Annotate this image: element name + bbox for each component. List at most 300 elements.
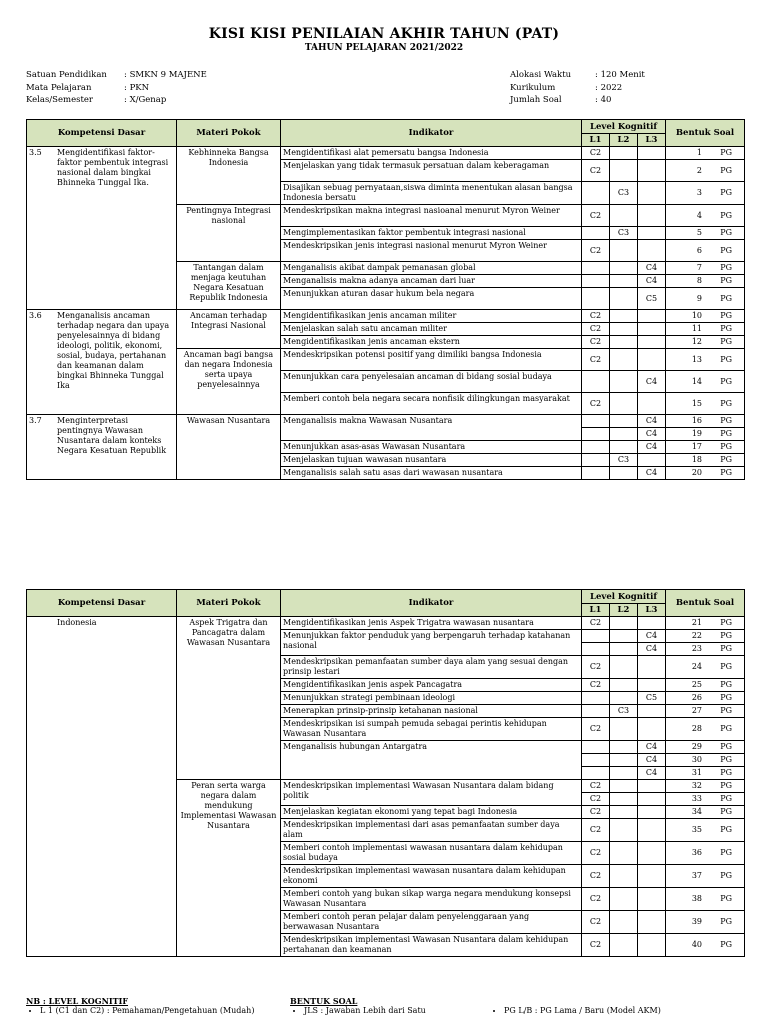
kd-text: Menginterpretasi pentingnya Wawasan Nusantara dalam konteks Negara Kesatuan Republik	[57, 416, 167, 455]
indikator-cell: Menunjukkan aturan dasar hukum bela negara	[281, 288, 582, 310]
soal-number: 36	[691, 848, 703, 857]
level-l3-cell: C4	[638, 371, 666, 393]
header-bentuk: Bentuk Soal	[666, 590, 745, 617]
header-l2: L2	[610, 604, 638, 617]
kd-cell	[27, 617, 177, 957]
soal-number: 27	[691, 706, 703, 715]
bentuk-cell	[666, 160, 745, 182]
level-l1-cell: C2	[582, 934, 610, 957]
level-l3-cell	[638, 323, 666, 336]
level-l1-cell: C2	[582, 865, 610, 888]
soal-number: 3	[696, 188, 703, 197]
soal-number: 37	[691, 871, 703, 880]
level-l2-cell	[610, 888, 638, 911]
indikator-cell: Menjelaskan yang tidak termasuk persatuan dalam keberagaman	[281, 160, 582, 182]
indikator-cell: Menganalisis hubungan Antargatra	[281, 741, 582, 780]
level-l2-cell	[610, 310, 638, 323]
soal-number: 32	[691, 781, 703, 790]
level-l3-cell	[638, 679, 666, 692]
soal-number: 35	[691, 825, 703, 834]
bentuk-cell	[666, 934, 745, 957]
header-ind: Indikator	[281, 120, 582, 147]
indikator-cell: Menganalisis makna Wawasan Nusantara	[281, 415, 582, 441]
meta-value: : X/Genap	[124, 95, 167, 105]
soal-number: 20	[691, 468, 703, 477]
indikator-cell: Menjelaskan salah satu ancaman militer	[281, 323, 582, 336]
soal-number: 26	[691, 693, 703, 702]
indikator-cell: Memberi contoh peran pelajar dalam penyelenggaraan yang berwawasan Nusantara	[281, 911, 582, 934]
level-l1-cell: C2	[582, 336, 610, 349]
indikator-cell: Memberi contoh yang bukan sikap warga negara mendukung konsepsi Wawasan Nusantara	[281, 888, 582, 911]
level-l2-cell	[610, 617, 638, 630]
level-l3-cell: C4	[638, 428, 666, 441]
bentuk-cell	[666, 467, 745, 480]
level-l3-cell: C4	[638, 441, 666, 454]
indikator-cell: Menerapkan prinsip-prinsip ketahanan nasional	[281, 705, 582, 718]
level-l3-cell	[638, 227, 666, 240]
level-l1-cell	[582, 441, 610, 454]
soal-type: PG	[720, 228, 733, 237]
bentuk-cell	[666, 205, 745, 227]
soal-type: PG	[720, 794, 733, 803]
level-l2-cell	[610, 371, 638, 393]
legend-level-item: • L 1 (C1 dan C2) : Pemahaman/Pengetahuan (Mudah)	[40, 1006, 254, 1016]
level-l1-cell	[582, 275, 610, 288]
level-l3-cell	[638, 393, 666, 415]
table-row	[27, 147, 745, 160]
legend-level-title: NB : LEVEL KOGNITIF	[26, 996, 129, 1006]
bentuk-cell	[666, 617, 745, 630]
document-title: KISI KISI PENILAIAN AKHIR TAHUN (PAT)	[208, 26, 560, 42]
level-l1-cell: C2	[582, 656, 610, 679]
level-l3-cell	[638, 819, 666, 842]
indikator-cell: Mengimplementasikan faktor pembentuk integrasi nasional	[281, 227, 582, 240]
level-l2-cell	[610, 630, 638, 643]
level-l3-cell	[638, 865, 666, 888]
bentuk-cell	[666, 679, 745, 692]
soal-number: 4	[696, 210, 703, 220]
indikator-cell: Mendeskripsikan potensi positif yang dimiliki bangsa Indonesia	[281, 349, 582, 371]
meta-label: Satuan Pendidikan	[26, 70, 107, 80]
header-level: Level Kognitif	[582, 590, 666, 604]
level-l1-cell	[582, 754, 610, 767]
soal-number: 39	[691, 917, 703, 926]
soal-number: 2	[696, 165, 703, 175]
bentuk-cell	[666, 767, 745, 780]
soal-number: 33	[691, 794, 703, 803]
soal-number: 30	[691, 755, 703, 764]
header-bentuk: Bentuk Soal	[666, 120, 745, 147]
legend-bentuk-item: • JLS : Jawaban Lebih dari Satu	[304, 1006, 426, 1016]
level-l2-cell	[610, 349, 638, 371]
soal-number: 23	[691, 644, 703, 653]
level-l3-cell: C4	[638, 415, 666, 428]
soal-type: PG	[720, 311, 733, 320]
indikator-cell: Menjelaskan kegiatan ekonomi yang tepat bagi Indonesia	[281, 806, 582, 819]
bentuk-cell	[666, 323, 745, 336]
indikator-cell: Menunjukkan cara penyelesaian ancaman di bidang sosial budaya	[281, 371, 582, 393]
level-l2-cell	[610, 679, 638, 692]
soal-type: PG	[720, 148, 733, 157]
soal-type: PG	[720, 940, 733, 949]
level-l3-cell: C4	[638, 275, 666, 288]
bentuk-cell	[666, 888, 745, 911]
soal-number: 40	[691, 940, 703, 949]
indikator-cell: Menganalisis salah satu asas dari wawasan nusantara	[281, 467, 582, 480]
level-l2-cell	[610, 754, 638, 767]
level-l1-cell	[582, 705, 610, 718]
level-l1-cell: C2	[582, 240, 610, 262]
level-l3-cell	[638, 780, 666, 793]
legend-level	[26, 996, 254, 1016]
kd-number: 3.5	[29, 148, 42, 157]
meta-label: Kelas/Semester	[26, 95, 93, 105]
soal-type: PG	[720, 468, 733, 477]
soal-number: 8	[696, 276, 703, 285]
level-l2-cell	[610, 428, 638, 441]
level-l2-cell	[610, 911, 638, 934]
soal-number: 28	[691, 724, 703, 733]
header-kd: Kompetensi Dasar	[27, 590, 177, 617]
level-l2-cell	[610, 806, 638, 819]
level-l1-cell: C2	[582, 617, 610, 630]
header-mp: Materi Pokok	[177, 120, 281, 147]
level-l1-cell	[582, 428, 610, 441]
level-l1-cell: C2	[582, 310, 610, 323]
meta-right	[510, 69, 645, 107]
meta-label: Mata Pelajaran	[26, 82, 92, 93]
level-l1-cell	[582, 741, 610, 754]
level-l2-cell	[610, 275, 638, 288]
level-l3-cell	[638, 454, 666, 467]
header-kd: Kompetensi Dasar	[27, 120, 177, 147]
level-l2-cell: C3	[610, 227, 638, 240]
soal-number: 14	[691, 376, 703, 386]
soal-number: 6	[696, 245, 703, 255]
indikator-cell: Mendeskripsikan makna integrasi nasioanal menurut Myron Weiner	[281, 205, 582, 227]
level-l3-cell	[638, 336, 666, 349]
level-l2-cell	[610, 240, 638, 262]
soal-type: PG	[720, 245, 733, 255]
bentuk-cell	[666, 441, 745, 454]
soal-type: PG	[720, 825, 733, 834]
indikator-cell: Menunjukkan faktor penduduk yang berpengaruh terhadap katahanan nasional	[281, 630, 582, 656]
soal-type: PG	[720, 416, 733, 425]
level-l3-cell: C4	[638, 467, 666, 480]
indikator-cell: Mendeskripsikan implementasi dari asas pemanfaatan sumber daya alam	[281, 819, 582, 842]
soal-number: 9	[696, 293, 703, 303]
soal-type: PG	[720, 742, 733, 751]
level-l1-cell	[582, 371, 610, 393]
level-l3-cell	[638, 240, 666, 262]
bentuk-cell	[666, 227, 745, 240]
soal-number: 29	[691, 742, 703, 751]
kd-cell	[27, 147, 177, 310]
level-l2-cell	[610, 643, 638, 656]
level-l3-cell	[638, 934, 666, 957]
mp-cell: Tantangan dalam menjaga keutuhan Negara Kesatuan Republik Indonesia	[177, 262, 281, 310]
soal-number: 5	[696, 228, 703, 237]
soal-type: PG	[720, 807, 733, 816]
level-l3-cell: C5	[638, 692, 666, 705]
level-l1-cell	[582, 767, 610, 780]
level-l1-cell: C2	[582, 679, 610, 692]
level-l2-cell: C3	[610, 182, 638, 205]
level-l1-cell: C2	[582, 393, 610, 415]
soal-type: PG	[720, 398, 733, 408]
level-l3-cell	[638, 806, 666, 819]
header-l1: L1	[582, 134, 610, 147]
level-l1-cell	[582, 467, 610, 480]
soal-type: PG	[720, 210, 733, 220]
soal-type: PG	[720, 455, 733, 464]
bentuk-cell	[666, 718, 745, 741]
soal-type: PG	[720, 165, 733, 175]
kd-number: 3.6	[29, 311, 42, 320]
soal-number: 17	[691, 442, 703, 451]
level-l1-cell: C2	[582, 718, 610, 741]
soal-type: PG	[720, 442, 733, 451]
level-l1-cell: C2	[582, 888, 610, 911]
bentuk-cell	[666, 454, 745, 467]
level-l1-cell	[582, 454, 610, 467]
level-l3-cell: C4	[638, 643, 666, 656]
meta-label: Alokasi Waktu	[510, 70, 572, 80]
bentuk-cell	[666, 349, 745, 371]
bentuk-cell	[666, 656, 745, 679]
level-l1-cell	[582, 630, 610, 643]
level-l1-cell	[582, 692, 610, 705]
soal-type: PG	[720, 848, 733, 857]
bentuk-cell	[666, 428, 745, 441]
legend-bentuk	[290, 996, 426, 1016]
level-l2-cell: C3	[610, 454, 638, 467]
soal-type: PG	[720, 337, 733, 346]
level-l1-cell: C2	[582, 819, 610, 842]
soal-type: PG	[720, 276, 733, 285]
level-l2-cell	[610, 793, 638, 806]
kd-cell	[27, 415, 177, 480]
level-l2-cell	[610, 467, 638, 480]
soal-type: PG	[720, 263, 733, 272]
level-l1-cell	[582, 227, 610, 240]
level-l3-cell	[638, 705, 666, 718]
bentuk-cell	[666, 262, 745, 275]
level-l3-cell	[638, 147, 666, 160]
level-l2-cell	[610, 718, 638, 741]
level-l1-cell: C2	[582, 323, 610, 336]
soal-number: 16	[691, 416, 703, 425]
level-l1-cell: C2	[582, 205, 610, 227]
bentuk-cell	[666, 415, 745, 428]
soal-number: 10	[691, 311, 703, 320]
indikator-cell: Memberi contoh bela negara secara nonfisik dilingkungan masyarakat	[281, 393, 582, 415]
bentuk-cell	[666, 182, 745, 205]
level-l2-cell	[610, 819, 638, 842]
mp-cell: Aspek Trigatra dan Pancagatra dalam Wawasan Nusantara	[177, 617, 281, 780]
soal-type: PG	[720, 768, 733, 777]
indikator-cell: Disajikan sebuag pernyataan,siswa diminta menentukan alasan bangsa Indonesia bersatu	[281, 182, 582, 205]
indikator-cell: Menunjukkan asas-asas Wawasan Nusantara	[281, 441, 582, 454]
level-l3-cell	[638, 656, 666, 679]
soal-type: PG	[720, 324, 733, 333]
level-l2-cell	[610, 323, 638, 336]
level-l1-cell	[582, 643, 610, 656]
soal-type: PG	[720, 894, 733, 903]
soal-number: 38	[691, 894, 703, 903]
legend-pg	[490, 1006, 661, 1016]
level-l1-cell	[582, 288, 610, 310]
header-l2: L2	[610, 134, 638, 147]
header-l3: L3	[638, 604, 666, 617]
indikator-cell: Mendeskripsikan pemanfaatan sumber daya alam yang sesuai dengan prinsip lestari	[281, 656, 582, 679]
soal-type: PG	[720, 693, 733, 702]
level-l2-cell	[610, 780, 638, 793]
soal-type: PG	[720, 354, 733, 364]
level-l3-cell	[638, 793, 666, 806]
header-level: Level Kognitif	[582, 120, 666, 134]
bentuk-cell	[666, 780, 745, 793]
kd-number: 3.7	[29, 416, 42, 425]
soal-type: PG	[720, 644, 733, 653]
bentuk-cell	[666, 336, 745, 349]
level-l3-cell: C4	[638, 754, 666, 767]
table-row	[27, 310, 745, 323]
header-mp: Materi Pokok	[177, 590, 281, 617]
level-l2-cell	[610, 336, 638, 349]
kd-cell	[27, 310, 177, 415]
mp-cell: Kebhinneka Bangsa Indonesia	[177, 147, 281, 205]
level-l1-cell	[582, 415, 610, 428]
level-l3-cell	[638, 888, 666, 911]
bentuk-cell	[666, 754, 745, 767]
bentuk-cell	[666, 643, 745, 656]
meta-label: Kurikulum	[510, 82, 556, 93]
level-l3-cell	[638, 205, 666, 227]
table-row	[27, 415, 745, 428]
soal-type: PG	[720, 429, 733, 438]
indikator-cell: Menganalisis makna adanya ancaman dari luar	[281, 275, 582, 288]
table-row	[27, 617, 745, 630]
level-l2-cell	[610, 205, 638, 227]
soal-type: PG	[720, 293, 733, 303]
mp-cell: Ancaman terhadap Integrasi Nasional	[177, 310, 281, 349]
bentuk-cell	[666, 310, 745, 323]
mp-cell: Ancaman bagi bangsa dan negara Indonesia serta upaya penyelesainnya	[177, 349, 281, 415]
kd-text: Menganalisis ancaman terhadap negara dan upaya penyelesainnya di bidang ideologi, politik, ekonomi, sosial, budaya, pertahanan dan keamanan dalam bingkai Bhinneka Tunggal Ika	[57, 311, 170, 390]
level-l2-cell	[610, 842, 638, 865]
meta-label: Jumlah Soal	[510, 95, 562, 105]
indikator-cell: Menjelaskan tujuan wawasan nusantara	[281, 454, 582, 467]
legend-pg-item: • PG L/B : PG Lama / Baru (Model AKM)	[504, 1006, 661, 1016]
level-l2-cell	[610, 415, 638, 428]
soal-number: 25	[691, 680, 703, 689]
level-l3-cell	[638, 718, 666, 741]
soal-number: 31	[691, 768, 703, 777]
soal-type: PG	[720, 680, 733, 689]
level-l3-cell	[638, 160, 666, 182]
level-l2-cell	[610, 441, 638, 454]
bentuk-cell	[666, 275, 745, 288]
indikator-cell: Mendeskripsikan jenis integrasi nasional menurut Myron Weiner	[281, 240, 582, 262]
level-l2-cell	[610, 393, 638, 415]
level-l2-cell	[610, 262, 638, 275]
legend-bentuk-title: BENTUK SOAL	[290, 996, 358, 1006]
indikator-cell: Mendeskripsikan implementasi Wawasan Nusantara dalam kehidupan pertahanan dan keamanan	[281, 934, 582, 957]
level-l2-cell	[610, 147, 638, 160]
kisi-table-1	[26, 119, 745, 480]
soal-number: 15	[691, 398, 703, 408]
soal-number: 19	[691, 429, 703, 438]
bentuk-cell	[666, 741, 745, 754]
soal-type: PG	[720, 871, 733, 880]
level-l3-cell	[638, 182, 666, 205]
soal-type: PG	[720, 631, 733, 640]
soal-number: 22	[691, 631, 703, 640]
meta-value: : 40	[595, 95, 612, 105]
indikator-cell: Memberi contoh implementasi wawasan nusantara dalam kehidupan sosial budaya	[281, 842, 582, 865]
soal-number: 1	[696, 148, 703, 157]
bentuk-cell	[666, 240, 745, 262]
level-l2-cell	[610, 934, 638, 957]
level-l3-cell: C5	[638, 288, 666, 310]
bentuk-cell	[666, 793, 745, 806]
bentuk-cell	[666, 147, 745, 160]
level-l1-cell: C2	[582, 911, 610, 934]
level-l1-cell: C2	[582, 160, 610, 182]
soal-type: PG	[720, 662, 733, 671]
indikator-cell: Mendeskripsikan implementasi wawasan nusantara dalam kehidupan ekonomi	[281, 865, 582, 888]
soal-number: 21	[691, 618, 703, 627]
bentuk-cell	[666, 842, 745, 865]
soal-type: PG	[720, 618, 733, 627]
level-l1-cell: C2	[582, 780, 610, 793]
level-l3-cell: C4	[638, 262, 666, 275]
indikator-cell: Mengidentifikasikan jenis ancaman militer	[281, 310, 582, 323]
meta-left	[26, 69, 207, 107]
level-l2-cell	[610, 767, 638, 780]
kisi-table-2	[26, 589, 745, 957]
level-l1-cell: C2	[582, 842, 610, 865]
bentuk-cell	[666, 819, 745, 842]
level-l1-cell: C2	[582, 806, 610, 819]
level-l2-cell	[610, 160, 638, 182]
meta-value: : 120 Menit	[595, 70, 645, 80]
level-l1-cell: C2	[582, 147, 610, 160]
meta-value: : SMKN 9 MAJENE	[124, 70, 207, 80]
soal-number: 12	[691, 337, 703, 346]
indikator-cell: Mengidentifikasikan jenis aspek Pancagatra	[281, 679, 582, 692]
soal-type: PG	[720, 188, 733, 197]
document-subtitle: TAHUN PELAJARAN 2021/2022	[304, 43, 464, 53]
indikator-cell: Mengidentifikasi alat pemersatu bangsa Indonesia	[281, 147, 582, 160]
bentuk-cell	[666, 911, 745, 934]
header-ind: Indikator	[281, 590, 582, 617]
indikator-cell: Mendeskripsikan isi sumpah pemuda sebagai perintis kehidupan Wawasan Nusantara	[281, 718, 582, 741]
level-l1-cell: C2	[582, 349, 610, 371]
bentuk-cell	[666, 393, 745, 415]
soal-number: 34	[691, 807, 703, 816]
level-l1-cell: C2	[582, 793, 610, 806]
soal-type: PG	[720, 781, 733, 790]
indikator-cell: Mendeskripsikan implementasi Wawasan Nusantara dalam bidang politik	[281, 780, 582, 806]
level-l3-cell	[638, 617, 666, 630]
kd-text: Mengidentifikasi faktor-faktor pembentuk integrasi nasional dalam bingkai Bhinneka Tunggal Ika.	[57, 148, 169, 187]
meta-value: : 2022	[595, 82, 623, 93]
soal-number: 18	[691, 455, 703, 464]
bentuk-cell	[666, 806, 745, 819]
level-l3-cell: C4	[638, 741, 666, 754]
